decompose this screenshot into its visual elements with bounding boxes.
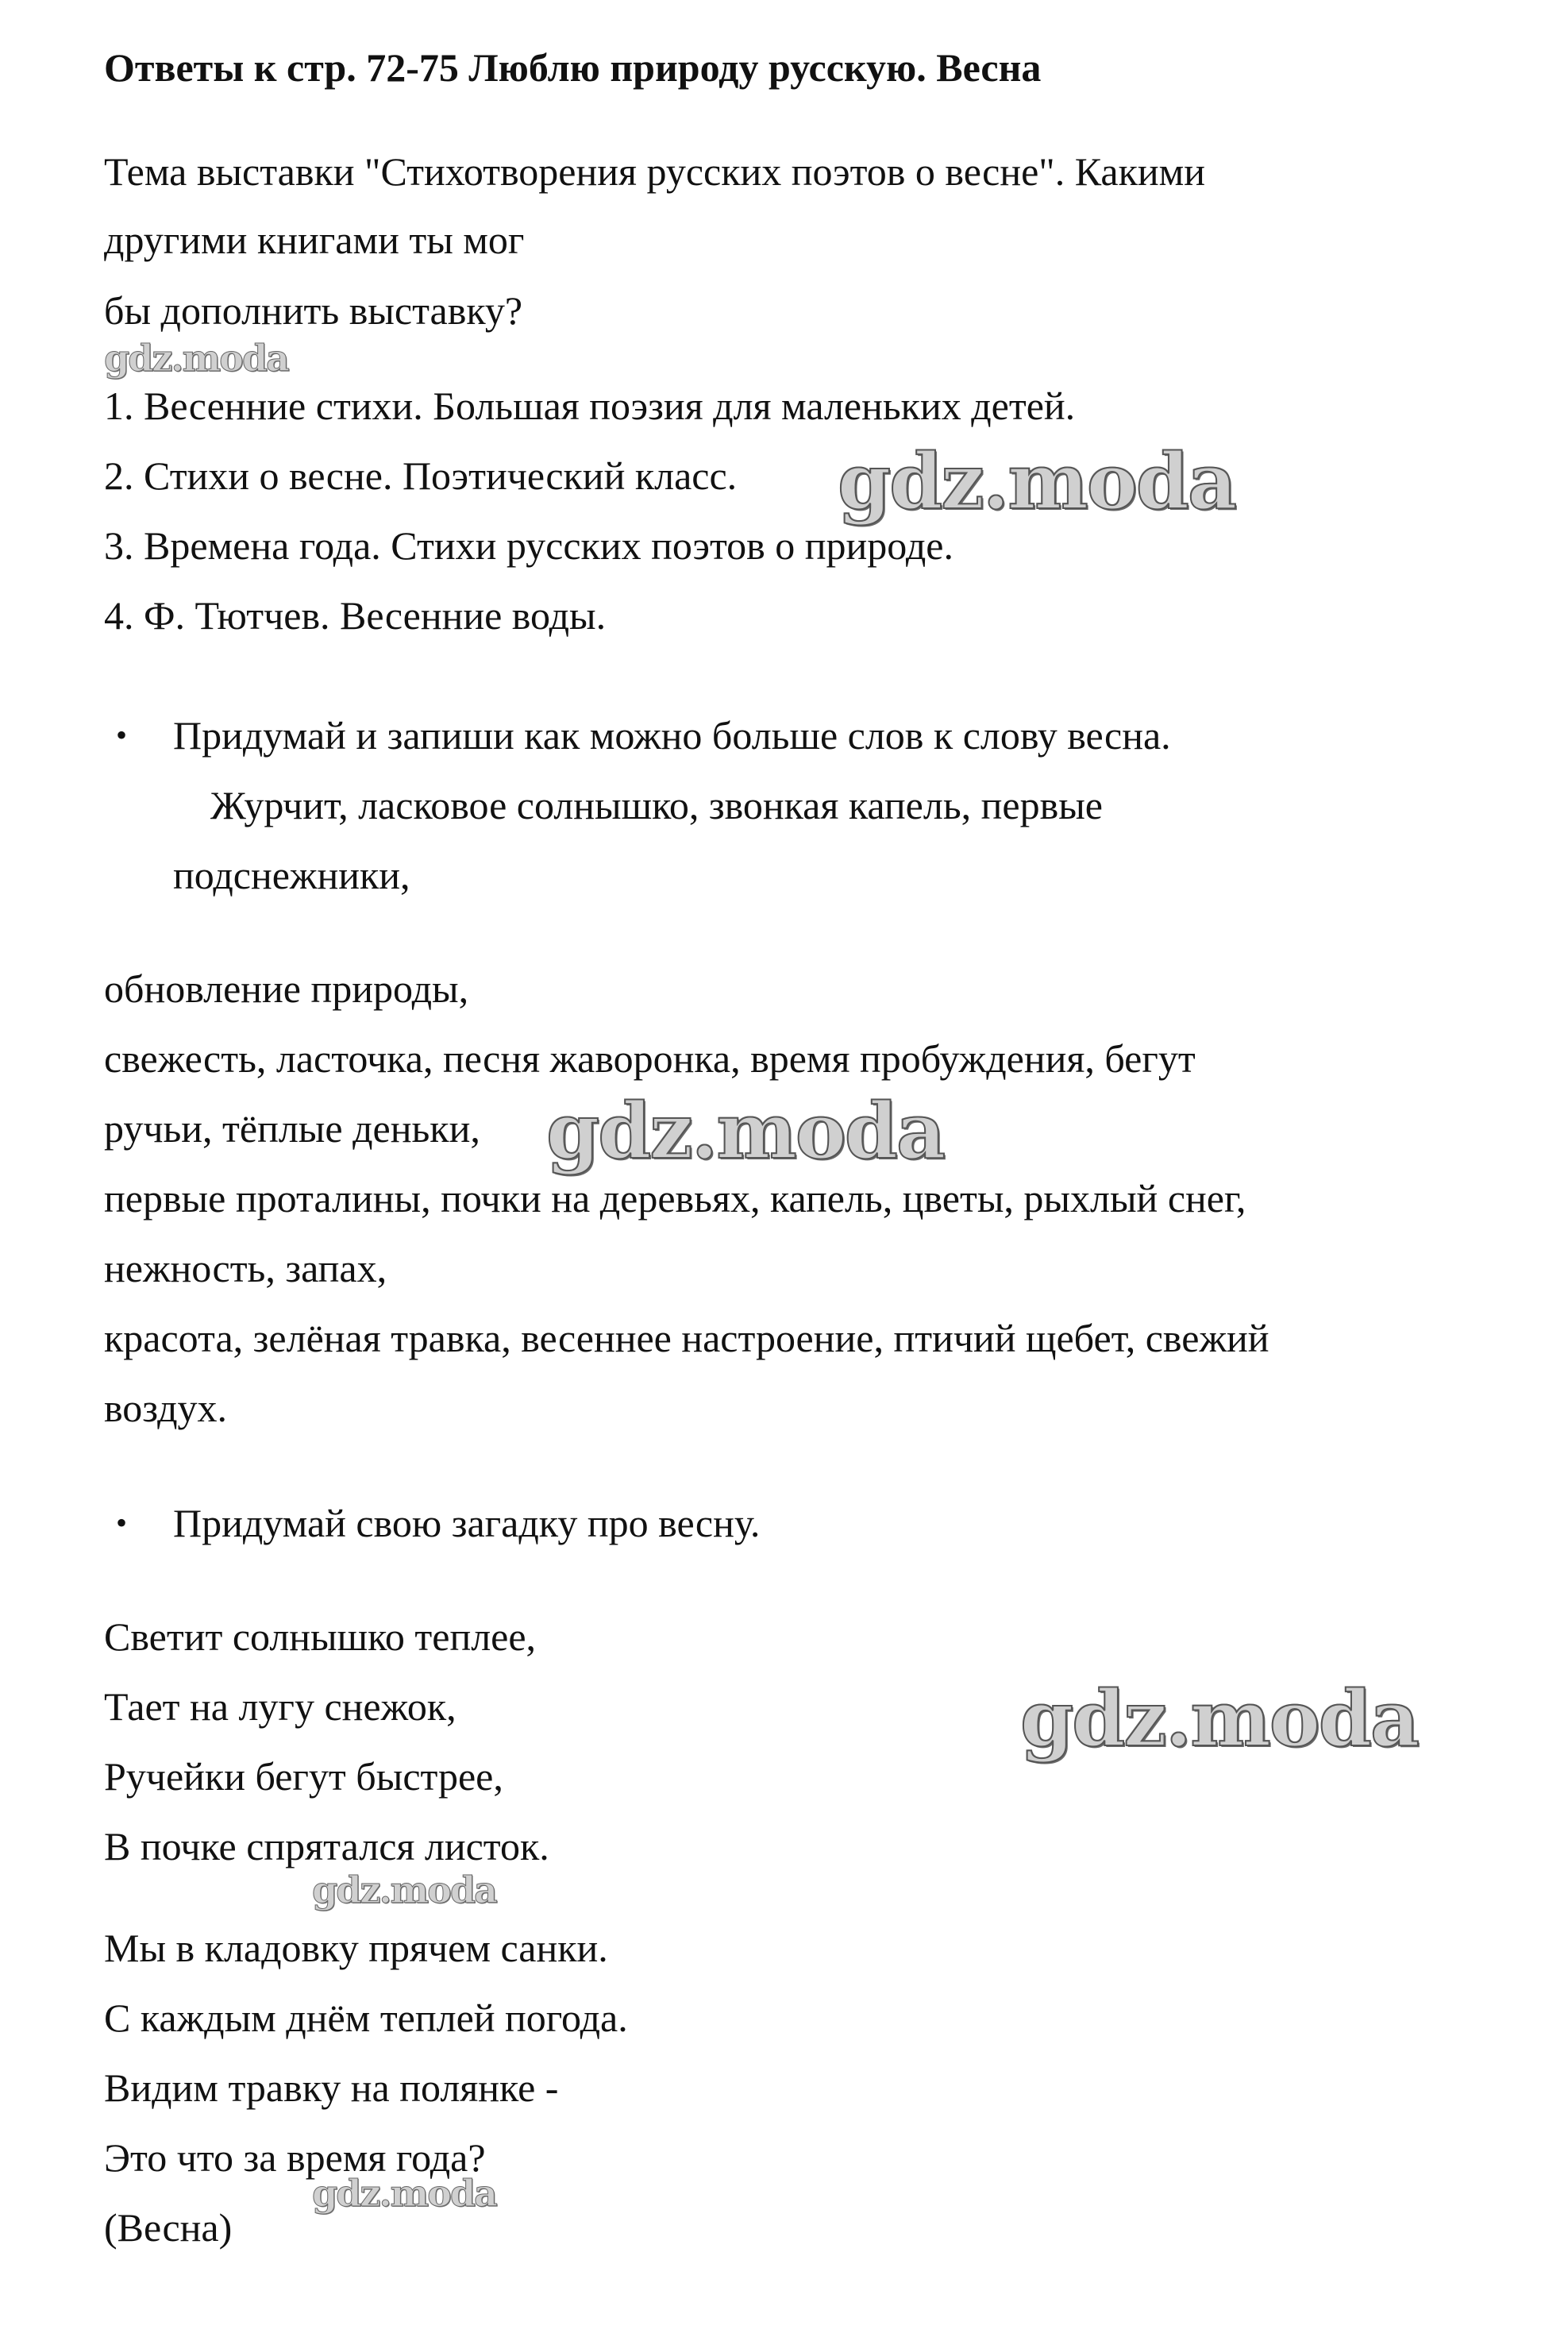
watermark: gdz.moda [104, 337, 288, 380]
task1-prompt: Придумай и запиши как можно больше слов к слову весна. [173, 713, 1171, 758]
intro-line-3: бы дополнить выставку? [104, 288, 523, 333]
bullet-icon: • [116, 1505, 128, 1541]
book-item-1: 1. Весенние стихи. Большая поэзия для маленьких детей. [104, 384, 1076, 428]
watermark: gdz.moda [312, 1868, 496, 1911]
words-line-7: воздух. [104, 1386, 228, 1430]
words-line-3: ручьи, тёплые деньки, [104, 1106, 480, 1151]
riddle-line-4: В почке спрятался листок. [104, 1824, 549, 1868]
task2-prompt: Придумай свою загадку про весну. [173, 1501, 761, 1545]
watermark: gdz.moda [312, 2172, 496, 2215]
riddle-line-5: Мы в кладовку прячем санки. [104, 1926, 608, 1970]
watermark: gdz.moda [838, 437, 1236, 526]
watermark: gdz.moda [1020, 1674, 1419, 1764]
words-line-6: красота, зелёная травка, весеннее настроение, птичий щебет, свежий [104, 1316, 1269, 1360]
book-item-4: 4. Ф. Тютчев. Весенние воды. [104, 593, 607, 638]
watermark: gdz.moda [546, 1086, 945, 1176]
task1-answer-line-2: подснежники, [173, 853, 410, 897]
riddle-line-8: Это что за время года? [104, 2135, 486, 2180]
riddle-line-3: Ручейки бегут быстрее, [104, 1754, 503, 1799]
words-line-2: свежесть, ласточка, песня жаворонка, время пробуждения, бегут [104, 1036, 1196, 1081]
words-line-5: нежность, запах, [104, 1246, 387, 1290]
book-item-3: 3. Времена года. Стихи русских поэтов о природе. [104, 523, 954, 568]
words-line-4: первые проталины, почки на деревьях, капель, цветы, рыхлый снег, [104, 1176, 1246, 1221]
riddle-line-7: Видим травку на полянке - [104, 2065, 559, 2110]
words-line-1: обновление природы, [104, 966, 469, 1011]
bullet-icon: • [116, 717, 128, 753]
page-title: Ответы к стр. 72-75 Люблю природу русскую. Весна [104, 45, 1042, 90]
riddle-line-1: Светит солнышко теплее, [104, 1614, 537, 1659]
task1-answer-line-1: Журчит, ласковое солнышко, звонкая капель, первые [210, 783, 1103, 827]
book-item-2: 2. Стихи о весне. Поэтический класс. [104, 453, 738, 498]
intro-line-1: Тема выставки "Стихотворения русских поэтов о весне". Какими [104, 149, 1206, 194]
riddle-line-2: Тает на лугу снежок, [104, 1684, 457, 1729]
intro-line-2: другими книгами ты мог [104, 218, 525, 262]
riddle-line-9: (Весна) [104, 2205, 233, 2250]
riddle-line-6: С каждым днём теплей погода. [104, 1996, 628, 2040]
